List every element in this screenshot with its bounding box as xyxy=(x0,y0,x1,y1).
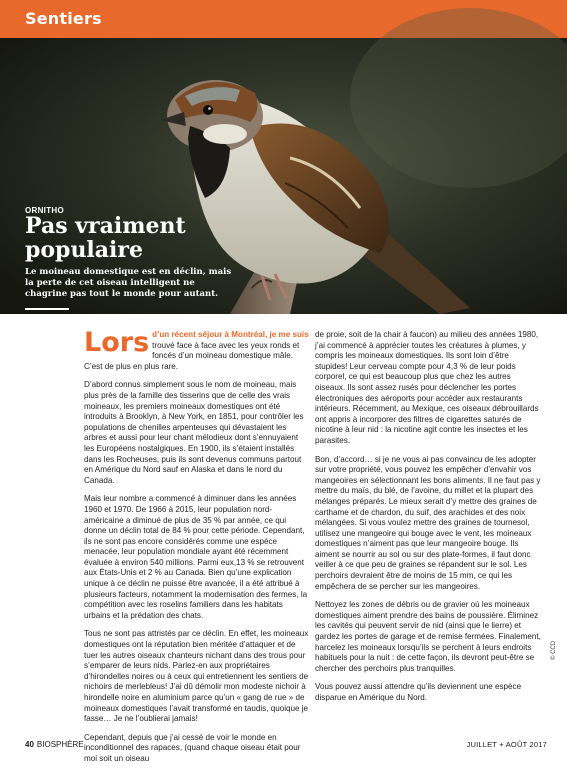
article-paragraph: Bon, d’accord… si je ne vous ai pas convaincu de les adopter sur votre propriété, vous pouvez les empêcher d’envahir vos mangeoires en sélectionnant les bons aliments. Il ne faut pas y mettre du maïs, du blé, de l’avoine, du millet et la plupart des mélanges préparés. Le mieux serait d’y mettre des graines de carthame et de chardon, du suif, des arachides et des noix mélangées. Si vous voulez mettre des graines de tournesol, utilisez une mangeoire qui bouge avec le vent, les moineaux domestiques n’aiment pas que leur mangeoire bouge. Ils aiment se nourrir au sol ou sur des plate-formes, il faut donc veiller à ce que peu de graines se répandent sur le sol. Les perchoirs devraient être de moins de 15 mm, ce qui les empêchera de se percher sur les mangeoires. xyxy=(315,454,541,591)
article-column-left xyxy=(84,327,310,773)
hero-image xyxy=(0,38,567,330)
section-label: Sentiers xyxy=(25,9,102,28)
article-kicker: ORNITHO xyxy=(25,206,64,215)
photo-credit: © CCD xyxy=(551,640,557,660)
article-paragraph: de proie, soit de la chair à faucon) au milieu des années 1980, j’ai commencé à apprécier toutes les créatures à plumes, y compris les moineaux domestiques. Ils sont loin d’être stupides! Leur cerveau compte pour 4,3 % de leur poids corporel, ce qui est beaucoup plus que chez les autres oiseaux. Ils sont assez rusés pour déclencher les portes électroniques des aéroports pour accéder aux restaurants intérieurs. Récemment, au Mexique, ces oiseaux débrouillards ont appris à incorporer des filtres de cigarettes saturés de nicotine à leur nid : la nicotine agit contre les insectes et les parasites. xyxy=(315,330,539,445)
article-paragraph xyxy=(84,327,310,372)
issue-date: JUILLET + AOÛT 2017 xyxy=(466,740,547,749)
article-title: Pas vraiment populaire xyxy=(25,213,186,263)
footer-folio xyxy=(25,740,84,749)
magazine-name: BIOSPHÈRE xyxy=(36,740,84,749)
article-column-right xyxy=(315,330,541,712)
article-paragraph: Tous ne sont pas attristés par ce déclin. En effet, les moineaux domestiques ont la réputation bien méritée d’attaquer et de tuer les autres oiseaux chanteurs nichant dans des trous pour s’emparer de leurs nids. Parlez-en aux propriétaires d’hirondelles noires ou à ceux qui entretiennent les sentiers de nichoirs de merlebleus! J’ai dû démolir mon modeste nichoir à hirondelle noire en aluminium parce qu’un « gang de rue » de moineaux domestiques l’avait transformé en taudis, quoique je fasse… Je ne l’oublierai jamais! xyxy=(84,629,309,724)
article-paragraph: Cependant, depuis que j’ai cessé de voir le monde en inconditionnel des rapaces, (quand chaque oiseau était pour moi soit un oiseau xyxy=(84,732,301,763)
article-deck: Le moineau domestique est en déclin, mais la perte de cet oiseau intelligent ne chagrine pas tout le monde pour autant. xyxy=(25,267,232,299)
article-paragraph: Nettoyez les zones de débris ou de gravier où les moineaux domestiques aiment prendre des bains de poussière. Éliminez les cavités qui peuvent servir de nid (ainsi que le lierre) et gardez les portes de garage et de remise fermées. Finalement, harcelez les moineaux lorsqu’ils se perchent à leurs endroits habituels pour la nuit : de cette façon, ils devront peut-être se chercher des perchoirs plus tranquilles. xyxy=(315,600,541,673)
article-byline: Par David Bird xyxy=(25,320,95,330)
article-paragraph: Vous pouvez aussi attendre qu’ils deviennent une espèce disparue en Amérique du Nord. xyxy=(315,682,522,702)
article-paragraph: D’abord connus simplement sous le nom de moineau, mais plus près de la famille des tisserins que de celle des vrais moineaux, les premiers moineaux domestiques ont été introduits à Brooklyn, à New York, en 1851, pour contrôler les populations de chenilles arpenteuses qui dévastaient les arbres et aussi pour leur chant mélodieux dont s’ennuyaient les Européens nostalgiques. En 1900, ils s’étaient installés dans les Rocheuses, puis ils sont devenus communs partout en Amérique du Nord sauf en Alaska et dans le nord du Canada. xyxy=(84,380,304,485)
drop-cap: Lors xyxy=(84,327,150,358)
page-number: 40 xyxy=(25,740,34,749)
lead-in: d’un récent séjour à Montréal, je me suis xyxy=(152,330,309,339)
first-paragraph-text: trouvé face à face avec les yeux ronds et foncés d’un moineau domestique mâle. C’est de plus en plus rare. xyxy=(84,340,300,371)
title-divider xyxy=(25,308,69,310)
article-paragraph: Mais leur nombre a commencé à diminuer dans les années 1960 et 1970. De 1966 à 2015, leur population nord-américaine a diminué de plus de 35 % par année, ce qui donne un déclin total de 84 % pour cette période. Cependant, ils ne sont pas encore considérés comme une espèce menacée, leur population mondiale ayant été récemment évaluée à environ 540 millions. Parmi eux,13 % se retrouvent aux États-Unis et 2 % au Canada. Bien qu’une explication unique à ce déclin ne puisse être avancée, il a été attribué à plusieurs facteurs, notamment la modernisation des fermes, la compétition avec les roselins familiers dans les habitats urbains et la prédation des chats. xyxy=(84,494,308,620)
